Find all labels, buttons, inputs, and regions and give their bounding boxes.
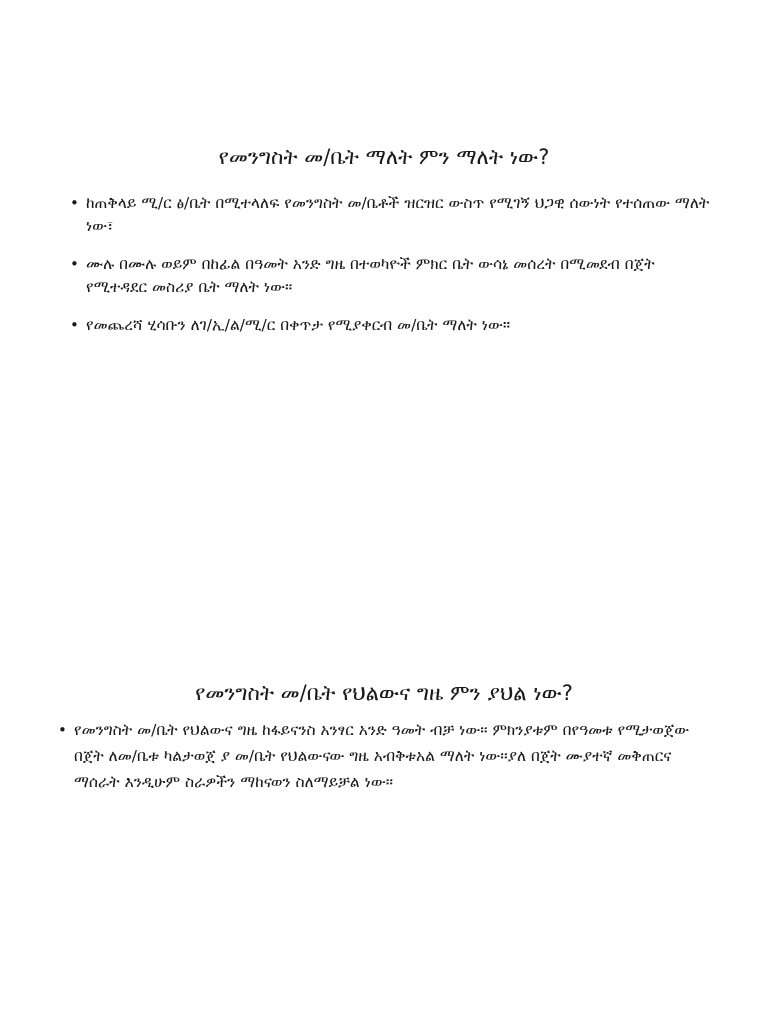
list-item: [70, 314, 710, 337]
bullet-text: የመጨረሻ ሂሳቡን ለገ/ኢ/ል/ሚ/ር በቀጥታ የሚያቀርብ መ/ቤት ማለት ነው።: [86, 316, 511, 334]
bullet-icon: •: [70, 316, 79, 334]
slide-1-title: የመንግስት መ/ቤት ማለት ምን ማለት ነው?: [218, 145, 550, 169]
bullet-text: ሙሉ በሙሉ ወይም በከፊል በዓመት አንድ ግዜ በተወካዮች ምክር ቤት ውሳኔ መሰረት በሚመደብ በጀት የሚተዳደር መስሪያ ቤት ማለት ነው፡፡: [86, 255, 655, 296]
slide-2-title: የመንግስት መ/ቤት የህልውና ግዜ ምን ያህል ነው?: [195, 681, 573, 705]
bullet-icon: •: [70, 194, 79, 212]
slide-2: [0, 512, 768, 1024]
list-item: [70, 192, 710, 238]
list-item: [70, 253, 710, 299]
slide-1-bullet-list: [70, 192, 710, 352]
bullet-icon: •: [70, 255, 79, 273]
list-item: [58, 717, 718, 795]
bullet-icon: •: [58, 721, 67, 739]
slide-2-bullet-list: [58, 717, 718, 795]
bullet-text: የመንግስት መ/ቤት የህልውና ግዜ ከፋይናንስ አንፃር አንድ ዓመት ብቻ ነው፡፡ ምክንያቱም በየዓመቱ የሚታወጀው በጀት ለመ/ቤቱ ካልታወጀ ያ መ/ቤት የህልውናው ግዜ አብቅቱአል ማለት ነው፡፡ያለ በጀት ሙያተኛ መቅጠርና ማሰራት እንዲሁም ስራዎችን ማከናወን ስለማይቻል ነው፡፡: [74, 721, 690, 791]
bullet-text: ከጠቅላይ ሚ/ር ፅ/ቤት በሚተላለፍ የመንግስት መ/ቤቶች ዝርዝር ውስጥ የሚገኝ ህጋዊ ሰውነት የተሰጠው ማለት ነው፣: [86, 194, 710, 235]
